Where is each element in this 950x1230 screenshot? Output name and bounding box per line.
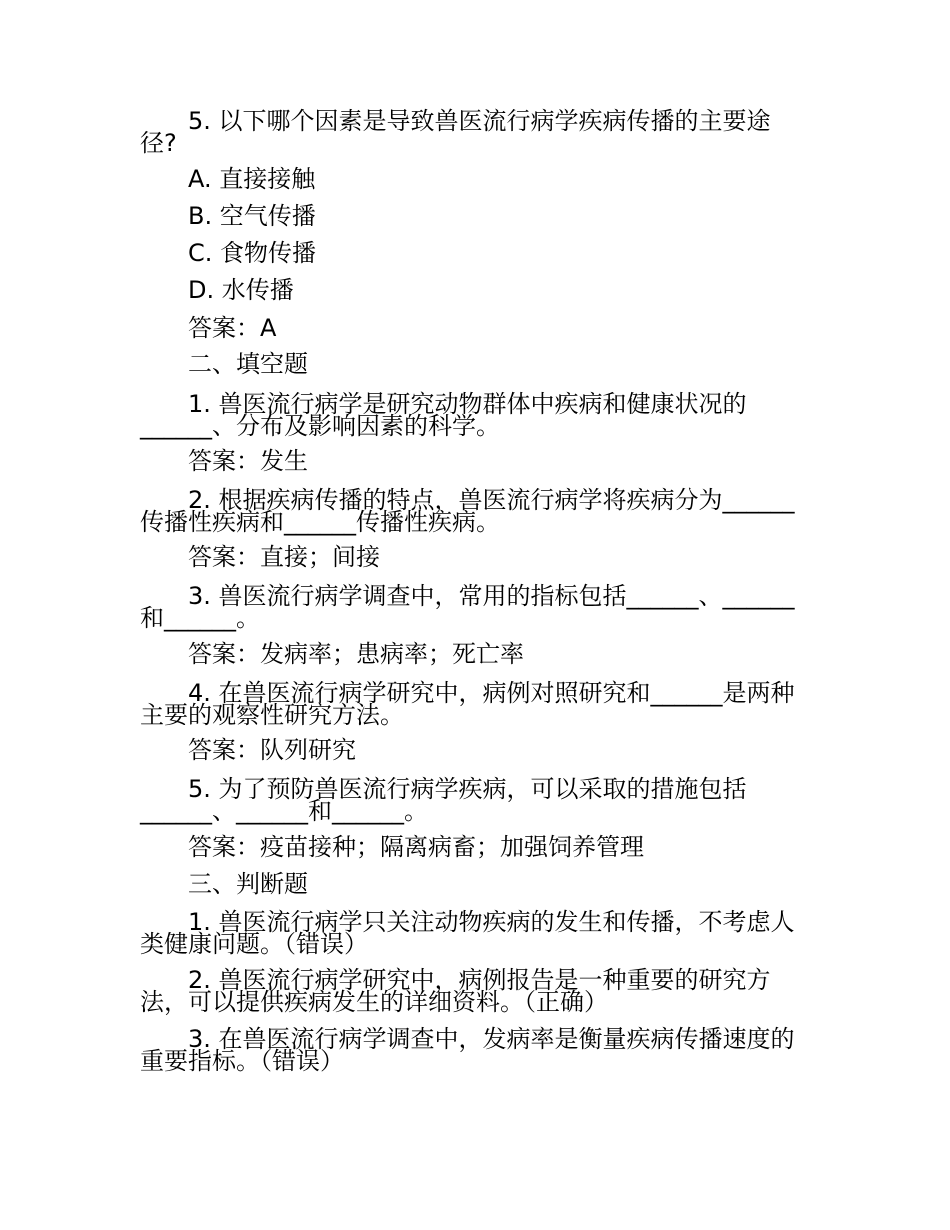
- fill-q3-line-2: 和______。: [140, 604, 260, 632]
- option-b: B. 空气传播: [188, 202, 316, 230]
- section-heading-true-false: 三、判断题: [188, 870, 308, 898]
- fill-q5-line-1: 5. 为了预防兽医流行病学疾病，可以采取的措施包括: [188, 775, 747, 803]
- fill-q3-line-1: 3. 兽医流行病学调查中，常用的指标包括______、______: [188, 582, 795, 610]
- fill-q5-answer: 答案：疫苗接种；隔离病畜；加强饲养管理: [188, 833, 644, 861]
- q5-text-line-1: 5. 以下哪个因素是导致兽医流行病学疾病传播的主要途: [188, 107, 771, 135]
- fill-q5-line-2: ______、______和______。: [140, 797, 428, 825]
- tf-q2-line-1: 2. 兽医流行病学研究中，病例报告是一种重要的研究方: [188, 966, 771, 994]
- fill-q2-line-1: 2. 根据疾病传播的特点，兽医流行病学将疾病分为______: [188, 486, 795, 514]
- fill-q4-line-1: 4. 在兽医流行病学研究中，病例对照研究和______是两种: [188, 679, 795, 707]
- option-d: D. 水传播: [188, 276, 294, 304]
- tf-q1-line-1: 1. 兽医流行病学只关注动物疾病的发生和传播，不考虑人: [188, 908, 795, 936]
- section-heading-fill-in: 二、填空题: [188, 350, 308, 378]
- fill-q4-answer: 答案：队列研究: [188, 736, 356, 764]
- tf-q3-line-2: 重要指标。（错误）: [140, 1047, 344, 1075]
- fill-q1-answer: 答案：发生: [188, 447, 308, 475]
- fill-q4-line-2: 主要的观察性研究方法。: [140, 701, 404, 729]
- option-a: A. 直接接触: [188, 165, 316, 193]
- fill-q1-line-1: 1. 兽医流行病学是研究动物群体中疾病和健康状况的: [188, 390, 747, 418]
- fill-q1-line-2: ______、分布及影响因素的科学。: [140, 412, 500, 440]
- fill-q2-line-2: 传播性疾病和______传播性疾病。: [140, 508, 500, 536]
- q5-text-line-2: 径?: [140, 129, 177, 157]
- q5-answer: 答案：A: [188, 314, 277, 342]
- fill-q2-answer: 答案：直接；间接: [188, 543, 380, 571]
- option-c: C. 食物传播: [188, 239, 317, 267]
- tf-q1-line-2: 类健康问题。（错误）: [140, 930, 368, 958]
- tf-q2-line-2: 法，可以提供疾病发生的详细资料。（正确）: [140, 988, 608, 1016]
- tf-q3-line-1: 3. 在兽医流行病学调查中，发病率是衡量疾病传播速度的: [188, 1025, 795, 1053]
- fill-q3-answer: 答案：发病率；患病率；死亡率: [188, 640, 524, 668]
